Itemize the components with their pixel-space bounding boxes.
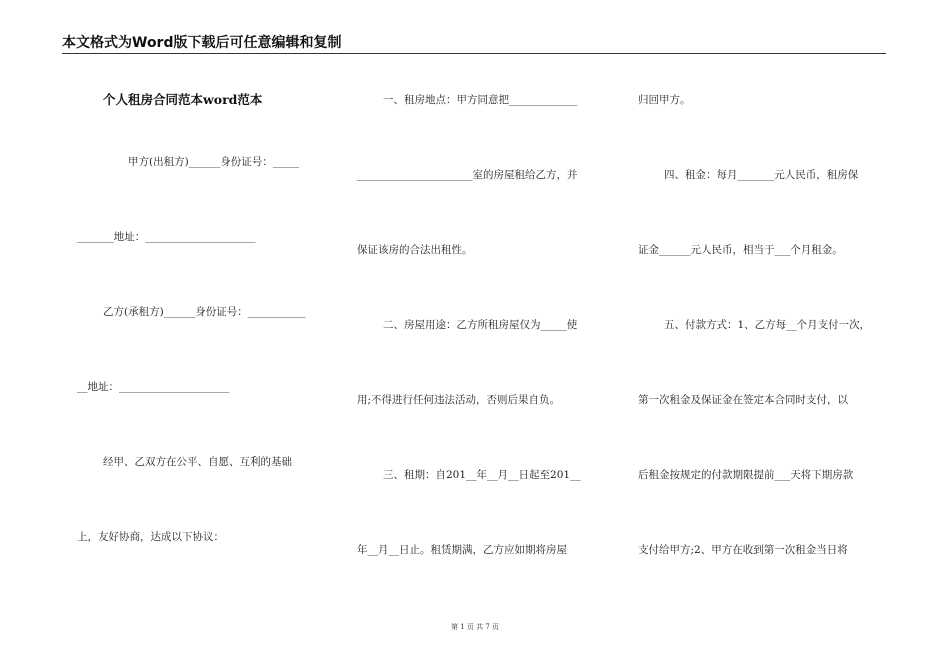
clause-5-line-2: 第一次租金及保证金在签定本合同时支付，以 bbox=[638, 394, 848, 406]
party-b-line: 乙方(承租方)______身份证号：___________ bbox=[103, 306, 306, 318]
page-number: 第 1 页 共 7 页 bbox=[450, 623, 500, 631]
clause-3-line-2: 年__月__日止。租赁期满，乙方应如期将房屋 bbox=[357, 544, 567, 556]
party-a-line: 甲方(出租方)______身份证号：_____ bbox=[128, 156, 299, 168]
preamble-line-1: 经甲、乙双方在公平、自愿、互利的基础 bbox=[103, 456, 292, 468]
preamble-line-2: 上，友好协商，达成以下协议： bbox=[77, 531, 224, 543]
clause-2-line-2: 用;不得进行任何违法活动，否则后果自负。 bbox=[357, 394, 561, 406]
clause-5-line-4: 支付给甲方;2、甲方在收到第一次租金当日将 bbox=[638, 544, 848, 556]
party-b-address-line: __地址：_____________________ bbox=[77, 381, 230, 393]
document-header: 本文格式为Word版下载后可任意编辑和复制 bbox=[62, 35, 342, 51]
clause-4-line-2: 证金______元人民币，相当于___个月租金。 bbox=[638, 244, 843, 256]
party-a-address-line: _______地址：_____________________ bbox=[77, 231, 256, 243]
clause-5-line-3: 后租金按规定的付款期限提前___天将下期房款 bbox=[638, 469, 854, 481]
clause-1-line-2: ______________________室的房屋租给乙方，并 bbox=[357, 169, 578, 181]
clause-1-line-3: 保证该房的合法出租性。 bbox=[357, 244, 473, 256]
clause-4-line-1: 四、租金：每月_______元人民币，租房保 bbox=[664, 169, 859, 181]
clause-1-line-1: 一、租房地点：甲方同意把_____________ bbox=[383, 94, 578, 106]
clause-5-line-1: 五、付款方式：1、乙方每__个月支付一次， bbox=[664, 319, 871, 331]
clause-2-line-1: 二、房屋用途：乙方所租房屋仅为_____使 bbox=[383, 319, 578, 331]
contract-title: 个人租房合同范本word范本 bbox=[103, 92, 263, 107]
clause-3-line-1: 三、租期：自201__年__月__日起至201__ bbox=[383, 469, 581, 481]
clause-3-line-3: 归回甲方。 bbox=[638, 94, 691, 106]
header-divider bbox=[62, 53, 886, 54]
